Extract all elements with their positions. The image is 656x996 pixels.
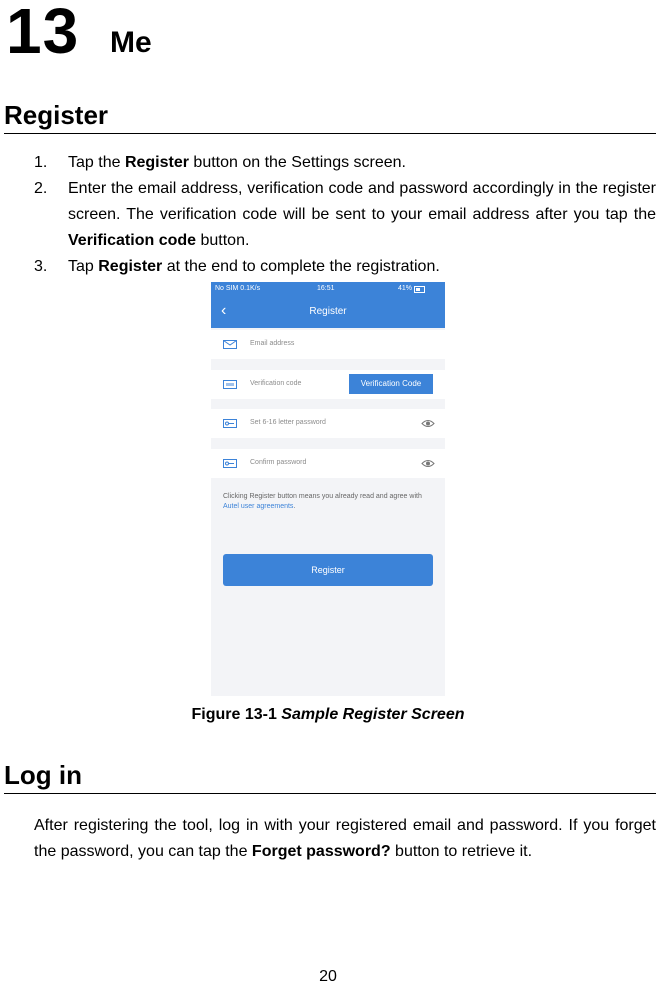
- verification-code-button[interactable]: Verification Code: [349, 374, 433, 394]
- status-time: 16:51: [317, 285, 335, 292]
- nav-bar: [211, 297, 445, 328]
- notice-text: Clicking Register button means you already read and agree with: [223, 493, 422, 500]
- step-bold: Register: [124, 154, 189, 171]
- figure-title: Sample Register Screen: [281, 706, 465, 723]
- login-paragraph: [34, 813, 656, 865]
- nav-title: Register: [309, 306, 347, 317]
- figure-caption: [0, 706, 656, 724]
- code-placeholder: Verification code: [250, 380, 302, 387]
- page-number: 20: [319, 968, 337, 985]
- step-text: Enter the email address, verification code and password accordingly in the register screen. The verification code will be sent to your email address after you tap the: [68, 180, 656, 223]
- confirm-placeholder: Confirm password: [250, 459, 307, 466]
- chapter-number: 13: [6, 0, 80, 67]
- key-icon: [223, 459, 237, 468]
- status-carrier: No SIM 0.1K/s: [215, 285, 261, 292]
- password-placeholder: Set 6-16 letter password: [250, 419, 326, 426]
- step-1: [34, 150, 656, 176]
- step-text: button on the Settings screen.: [188, 154, 406, 171]
- verification-code-field[interactable]: [211, 370, 445, 399]
- email-placeholder: Email address: [250, 340, 295, 347]
- chapter-title: Me: [110, 26, 152, 59]
- figure-label: Figure 13-1: [191, 706, 282, 723]
- envelope-icon: [223, 340, 237, 349]
- eye-icon[interactable]: [421, 459, 435, 468]
- email-field[interactable]: [211, 330, 445, 359]
- login-heading-rule: [4, 793, 656, 794]
- eye-icon[interactable]: [421, 419, 435, 428]
- step-2: [34, 176, 656, 254]
- register-heading-rule: [4, 133, 656, 134]
- code-icon: [223, 380, 237, 389]
- user-agreement-link[interactable]: Autel user agreements: [223, 503, 294, 510]
- login-text: After registering the tool, log in with your registered email and password. If you forget the password, you can tap the: [34, 817, 656, 860]
- confirm-password-field[interactable]: [211, 449, 445, 478]
- step-bold: Register: [98, 258, 163, 275]
- back-icon[interactable]: ‹: [221, 302, 227, 319]
- status-bar: [211, 282, 445, 297]
- login-text: button to retrieve it.: [390, 843, 533, 860]
- step-text: Tap the: [68, 154, 125, 171]
- register-heading: Register: [4, 100, 109, 130]
- step-number: 2.: [34, 180, 48, 197]
- step-text: button.: [196, 232, 250, 249]
- agreement-notice: [223, 492, 437, 512]
- password-field[interactable]: [211, 409, 445, 438]
- login-bold: Forget password?: [251, 843, 391, 860]
- step-number: 1.: [34, 154, 48, 171]
- step-3: [34, 254, 656, 280]
- register-screen-figure: [211, 282, 445, 696]
- key-icon: [223, 419, 237, 428]
- step-text: Tap: [68, 258, 99, 275]
- register-button[interactable]: Register: [223, 554, 433, 586]
- status-battery: 41%: [398, 285, 413, 292]
- login-heading: Log in: [4, 760, 82, 790]
- step-number: 3.: [34, 258, 48, 275]
- step-text: at the end to complete the registration.: [162, 258, 440, 275]
- register-steps: [34, 150, 656, 280]
- notice-end: .: [293, 503, 296, 510]
- step-bold: Verification code: [68, 232, 197, 249]
- battery-icon: [414, 286, 426, 293]
